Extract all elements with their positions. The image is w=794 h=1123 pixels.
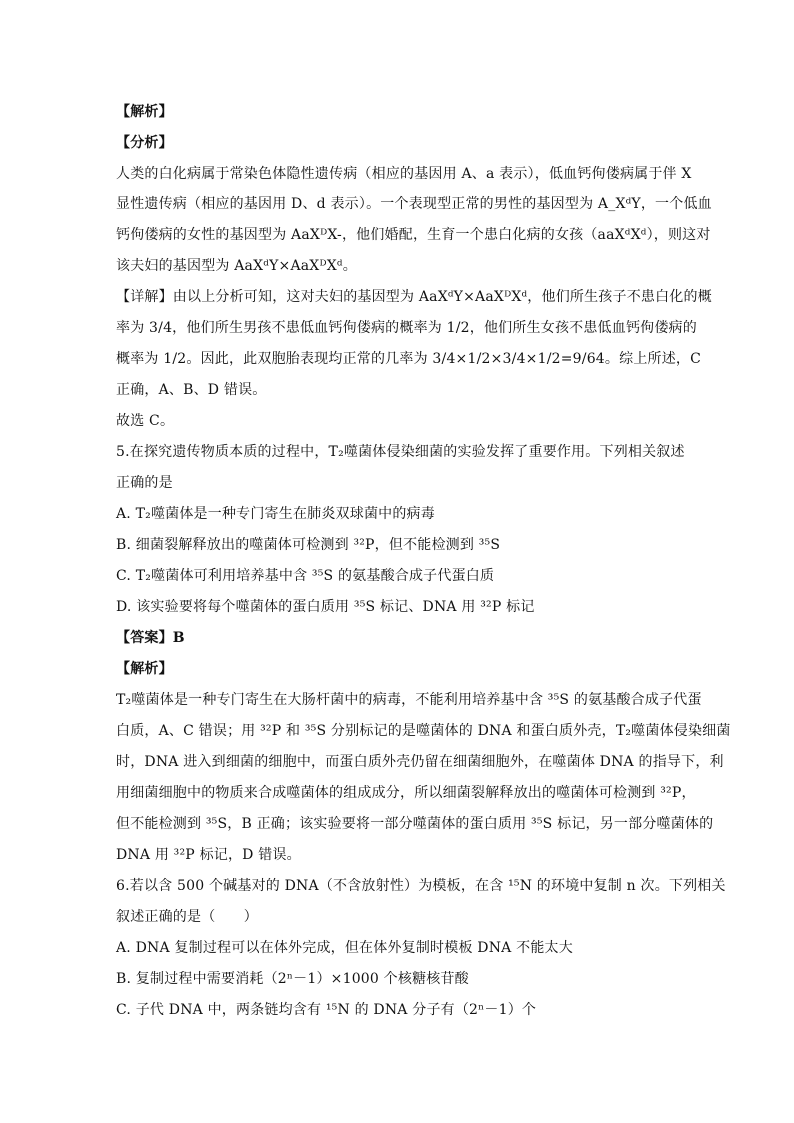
question-stem: 正确的是 (116, 475, 173, 491)
answer-option: A. DNA 复制过程可以在体外完成，但在体外复制时模板 DNA 不能太大 (116, 940, 573, 956)
text-line: 率为 3/4，他们所生男孩不患低血钙佝偻病的概率为 1/2，他们所生女孩不患低血钙佝偻病的 (116, 320, 697, 336)
text-line: 钙佝偻病的女性的基因型为 AaXᴰX-，他们婚配，生育一个患白化病的女孩（aaXᵈXᵈ），则这对 (116, 227, 711, 243)
text-line: 正确，A、B、D 错误。 (116, 382, 267, 398)
text-line: 用细菌细胞中的物质来合成噬菌体的组成成分，所以细菌裂解释放出的噬菌体可检测到 ³²P， (116, 785, 696, 801)
text-line: 人类的白化病属于常染色体隐性遗传病（相应的基因用 A、a 表示），低血钙佝偻病属于伴 X (116, 166, 692, 182)
answer-option: C. 子代 DNA 中，两条链均含有 ¹⁵N 的 DNA 分子有（2ⁿ－1）个 (116, 1002, 537, 1018)
text-line: DNA 用 ³²P 标记，D 错误。 (116, 847, 301, 863)
answer-option: A. T₂噬菌体是一种专门寄生在肺炎双球菌中的病毒 (116, 506, 435, 522)
text-line: 但不能检测到 ³⁵S，B 正确；该实验要将一部分噬菌体的蛋白质用 ³⁵S 标记，另一部分噬菌体的 (116, 816, 714, 832)
text-line: 概率为 1/2。因此，此双胞胎表现均正常的几率为 3/4×1/2×3/4×1/2=9/64。综上所述，C (116, 351, 702, 367)
answer-option: C. T₂噬菌体可利用培养基中含 ³⁵S 的氨基酸合成子代蛋白质 (116, 568, 495, 584)
question-stem: 5.在探究遗传物质本质的过程中，T₂噬菌体侵染细菌的实验发挥了重要作用。下列相关叙述 (116, 444, 685, 460)
section-heading: 【解析】 (116, 104, 173, 120)
text-line: T₂噬菌体是一种专门寄生在大肠杆菌中的病毒，不能利用培养基中含 ³⁵S 的氨基酸合成子代蛋 (116, 692, 702, 708)
question-stem: 6.若以含 500 个碱基对的 DNA（不含放射性）为模板，在含 ¹⁵N 的环境中复制 n 次。下列相关 (116, 878, 726, 894)
text-line: 白质，A、C 错误；用 ³²P 和 ³⁵S 分别标记的是噬菌体的 DNA 和蛋白质外壳，T₂噬菌体侵染细菌 (116, 723, 731, 739)
answer-option: B. 细菌裂解释放出的噬菌体可检测到 ³²P，但不能检测到 ³⁵S (116, 537, 501, 553)
text-line: 【详解】由以上分析可知，这对夫妇的基因型为 AaXᵈY×AaXᴰXᵈ，他们所生孩子不患白化的概 (116, 289, 712, 305)
answer-label: 【答案】B (116, 630, 185, 646)
section-heading: 【分析】 (116, 135, 173, 151)
answer-option: B. 复制过程中需要消耗（2ⁿ－1）×1000 个核糖核苷酸 (116, 971, 469, 987)
text-line: 故选 C。 (116, 413, 175, 429)
text-line: 显性遗传病（相应的基因用 D、d 表示）。一个表现型正常的男性的基因型为 A_XᵈY，一个低血 (116, 196, 712, 212)
section-heading: 【解析】 (116, 661, 173, 677)
question-stem: 叙述正确的是（ ） (116, 909, 258, 925)
answer-option: D. 该实验要将每个噬菌体的蛋白质用 ³⁵S 标记、DNA 用 ³²P 标记 (116, 599, 535, 615)
text-line: 该夫妇的基因型为 AaXᵈY×AaXᴰXᵈ。 (116, 258, 357, 274)
text-line: 时，DNA 进入到细菌的细胞中，而蛋白质外壳仍留在细菌细胞外，在噬菌体 DNA 的指导下，利 (116, 754, 724, 770)
